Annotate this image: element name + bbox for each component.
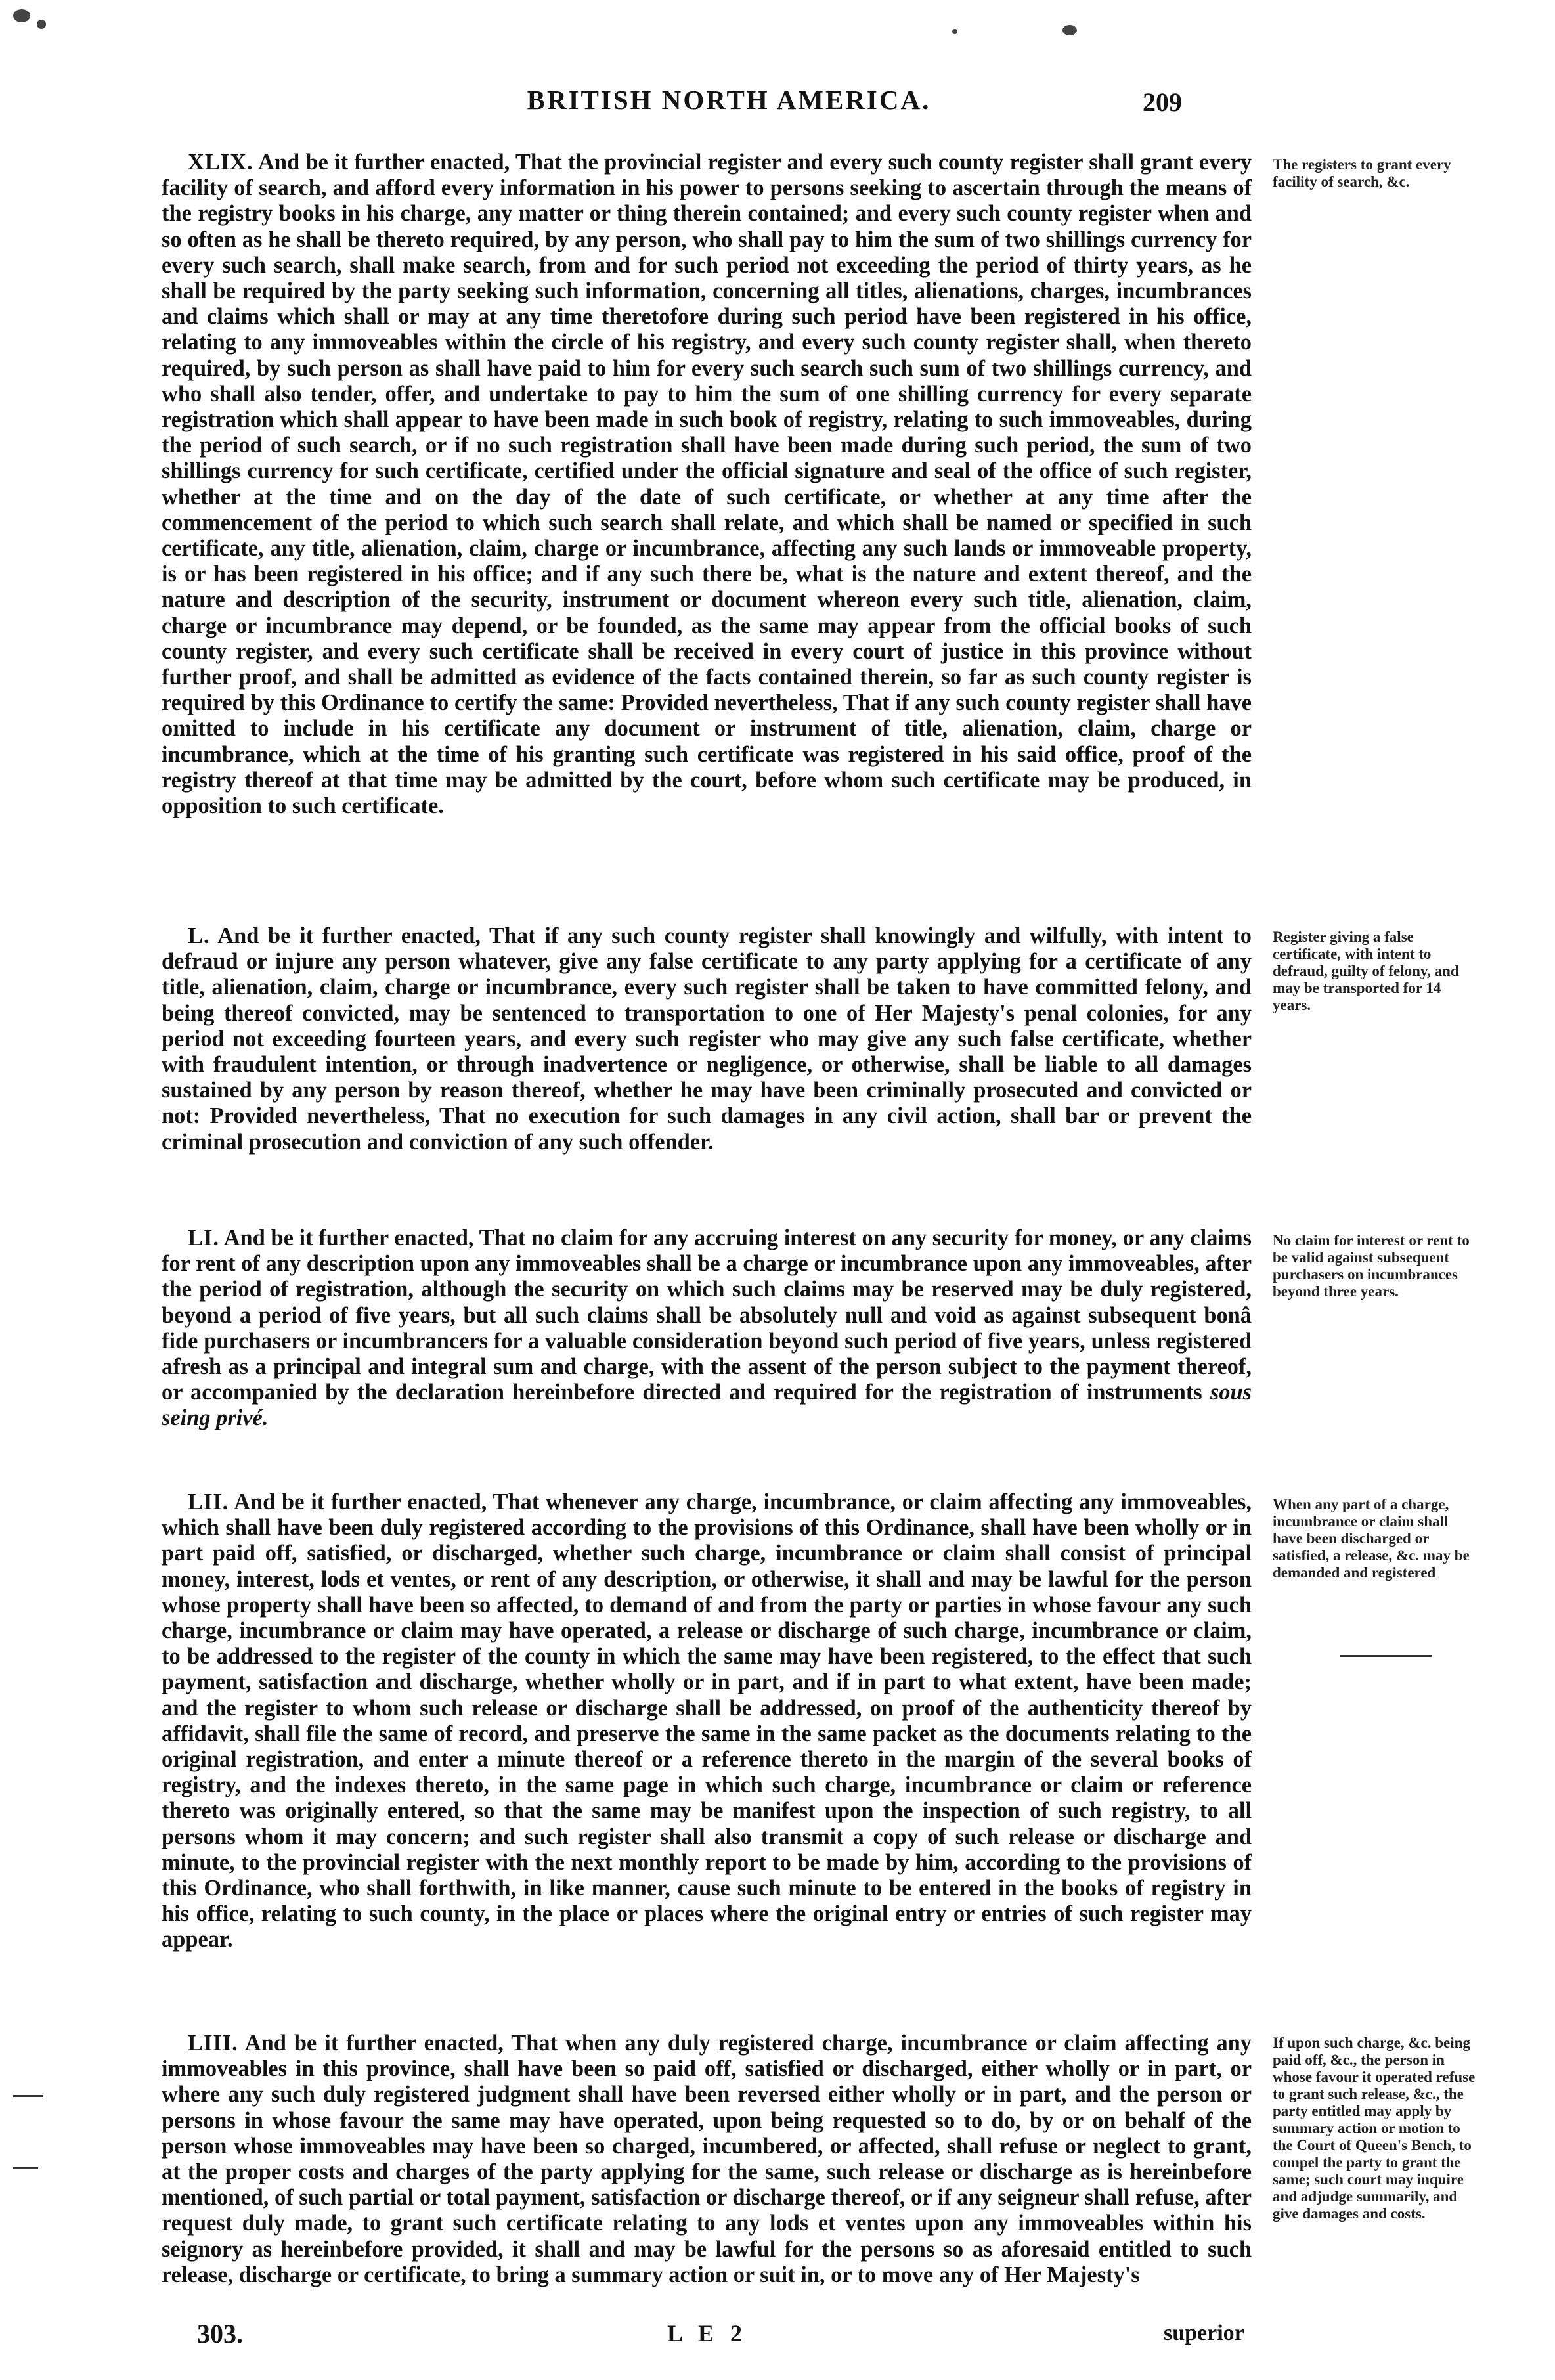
section-paragraph [162,2031,1252,2288]
signature-number: 303. [197,2319,243,2348]
section-number: LI. [188,1225,219,1250]
margin-note-li: No claim for interest or rent to be valid against subsequent purchasers on incumbrances beyond three years. [1273,1232,1470,1300]
section-lii [162,1489,1252,2008]
margin-note-lii: When any part of a charge, incumbrance or claim shall have been discharged or satisfied, a release, &c. may be demanded and registered [1273,1496,1470,1581]
section-number: L. [188,923,210,948]
scan-line [1340,1655,1432,1657]
signature-mark: L E 2 [667,2320,748,2347]
section-text: And be it further enacted, That if any such county register shall knowingly and wilfully, with intent to defraud or injure any person whatever, give any false certificate to any party applying for a certificate of any title, alienation, claim, charge or incumbrance, every such register shall be taken to have committed felony, and being thereof convicted, may be sentenced to transportation to one of Her Majesty's penal colonies, for any period not exceeding fourteen years, and every such register who may give any such false certificate, whether with fraudulent intention, or through inadvertence or negligence, or otherwise, shall be liable to all damages sustained by any person by reason thereof, whether he may have been criminally prosecuted and convicted or not: Provided nevertheless, That no execution for such damages in any civil action, shall bar or prevent the criminal prosecution and conviction of any such offender. [162,923,1252,1155]
section-text: And be it further enacted, That the provincial register and every such county register shall grant every facility of search, and afford every information in his power to persons seeking to ascertain through the means of the registry books in his charge, any matter or thing therein contained; and every such county register when and so often as he shall be thereto required, by any person, who shall pay to him the sum of two shillings currency for every such search, shall make search, from and for such period not exceeding the period of thirty years, as he shall be required by the party seeking such information, concerning all titles, alienations, charges, incumbrances and claims which shall or may at any time theretofore during such period have been registered in his office, relating to any immoveables within the circle of his registry, and every such county register shall, when thereto required, by such person as shall have paid to him for every such search such sum of two shillings currency, and who shall also tender, offer, and undertake to pay to him the sum of one shilling currency for every separate registration which shall appear to have been made in such book of registry, relating to such immoveables, during the period of such search, or if no such registration shall have been made during such period, the sum of two shillings currency for such certificate, certified under the official signature and seal of the office of such register, whether at the time and on the day of the date of such certificate, or whether at any time after the commencement of the period to which such search shall relate, and which shall be named or specified in such certificate, any title, alienation, claim, charge or incumbrance, affecting any such lands or immoveable property, is or has been registered in his office; and if any such there be, what is the nature and extent thereof, and the nature and description of the security, instrument or document whereon every such title, alienation, claim, charge or incumbrance may depend, or be founded, as the same may appear from the official books of such county register, and every such certificate shall be received in every court of justice in this province without further proof, and shall be admitted as evidence of the facts contained therein, so far as such county register is required by this Ordinance to certify the same: Provided nevertheless, That if any such county register shall have omitted to include in his certificate any document or instrument of title, alienation, claim, charge or incumbrance, which at the time of his granting such certificate was registered in his said office, proof of the registry thereof at that time may be admitted by the court, before whom such certificate may be produced, in opposition to such certificate. [162,150,1252,819]
section-l [162,923,1252,1206]
section-number: XLIX. [188,150,253,175]
section-liii [162,2031,1252,2313]
section-number: LII. [188,1489,229,1514]
scan-line [13,2095,43,2097]
section-paragraph [162,923,1252,1155]
section-text: And be it further enacted, That when any duly registered charge, incumbrance or claim affecting any immoveables in this province, shall have been so paid off, satisfied or discharged, either wholly or in part, or where any such duly registered judgment shall have been reversed either wholly or in part, and the person or persons in whose favour the same may have operated, upon being requested so to do, by or on behalf of the person whose immoveables may have been so charged, incumbered, or affected, shall refuse or neglect to grant, at the proper costs and charges of the party applying for the same, such release or discharge as is hereinbefore mentioned, of such partial or total payment, satisfaction or discharge thereof, or if any seigneur shall refuse, after request duly made, to grant such certificate relating to any lods et ventes upon any immoveables within his seignory as hereinbefore provided, it shall and may be lawful for the persons so as aforesaid entitled to such release, discharge or certificate, to bring a summary action or suit in, or to move any of Her Majesty's [162,2031,1252,2287]
scan-speck [13,9,30,22]
margin-note-xlix: The registers to grant every facility of search, &c. [1273,156,1451,190]
section-text-italic: sous seing privé. [162,1380,1252,1431]
section-xlix [162,150,1252,905]
margin-note-liii: If upon such charge, &c. being paid off, &c., the person in whose favour it operated refuse to grant such release, &c., the party entitled may apply by summary action or motion to the Court of Queen's Bench, to compel the party to grant the same; such court may inquire and adjudge summarily, and give damages and costs. [1273,2035,1476,2222]
section-paragraph [162,1225,1252,1432]
section-number: LIII. [188,2031,238,2056]
section-paragraph [162,150,1252,819]
catchword: superior [1164,2321,1244,2345]
section-paragraph [162,1489,1252,1953]
page-footer [0,2318,1555,2351]
scan-line [13,2167,38,2169]
section-text: And be it further enacted, That whenever any charge, incumbrance, or claim affecting any immoveables, which shall have been duly registered according to the provisions of this Ordinance, shall have been wholly or in part paid off, satisfied, or discharged, whether such charge, incumbrance or claim shall consist of principal money, interest, lods et ventes, or rent of any description, or otherwise, it shall and may be lawful for the person whose property shall have been so affected, to demand of and from the party or parties in whose favour any such charge, incumbrance or claim may have operated, a release or discharge of such charge, incumbrance or claim, to be addressed to the register of the county in which the same may have been registered, to the effect that such payment, satisfaction and discharge, whether wholly or in part, and if in part to what extent, have been made; and the register to whom such release or discharge shall be addressed, on proof of the authenticity thereof by affidavit, shall file the same of record, and preserve the same in the same packet as the documents relating to the original registration, and enter a minute thereof or a reference thereto in the margin of the several books of registry, and the indexes thereto, in the same page in which such charge, incumbrance or claim or reference thereto was originally entered, so that the same may be manifest upon the inspection of such registry, to all persons whom it may concern; and such register shall also transmit a copy of such release or discharge and minute, to the provincial register with the next monthly report to be made by him, according to the provisions of this Ordinance, who shall forthwith, in like manner, cause such minute to be entered in the books of registry in his office, relating to such county, in the place or places where the original entry or entries of such register may appear. [162,1489,1252,1952]
scan-speck [37,20,46,29]
running-title: BRITISH NORTH AMERICA. [527,85,931,115]
page-number: 209 [1143,87,1182,117]
scan-speck [952,29,957,34]
margin-note-l: Register giving a false certificate, with intent to defraud, guilty of felony, and may be transported for 14 years. [1273,929,1459,1013]
page-header [0,84,1555,123]
section-li [162,1225,1252,1468]
scan-speck [1062,25,1077,35]
section-text: And be it further enacted, That no claim for any accruing interest on any security for money, or any claims for rent of any description upon any immoveables shall be a charge or incumbrance upon any immoveables, after the period of registration, although the security on which such claims may be reserved may be duly registered, beyond a period of five years, but all such claims shall be absolutely null and void as against subsequent bonâ fide purchasers or incumbrancers for a valuable consideration beyond such period of five years, unless registered afresh as a principal and integral sum and charge, with the assent of the person subject to the payment thereof, or accompanied by the declaration hereinbefore directed and required for the registration of instruments [162,1225,1252,1405]
